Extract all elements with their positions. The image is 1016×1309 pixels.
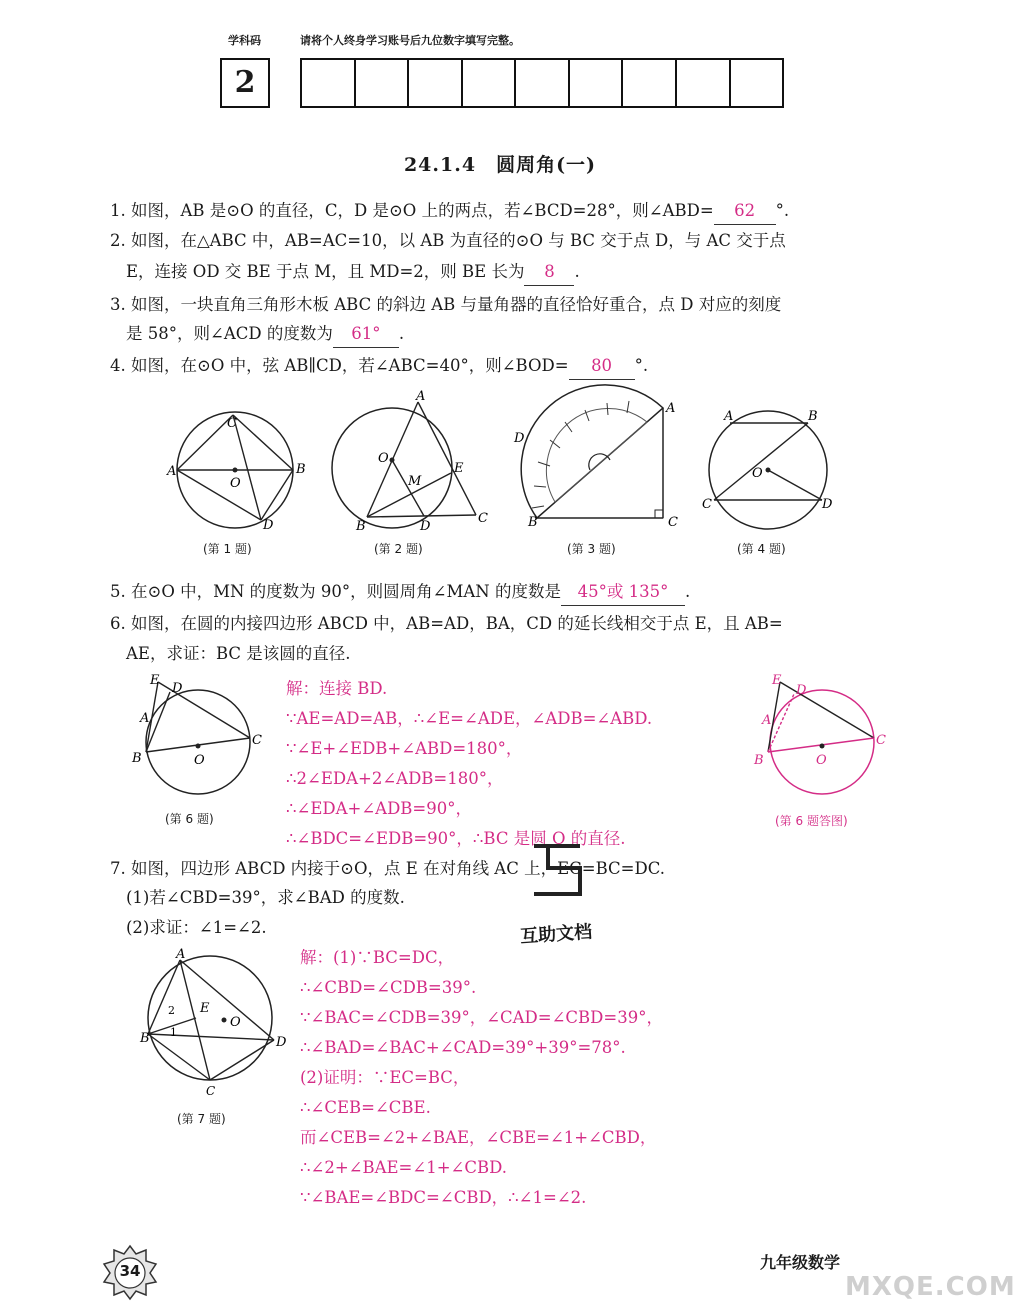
q6-solution-line: ∵∠E+∠EDB+∠ABD=180°， [286,739,523,758]
watermark-logo-icon [528,840,588,900]
digit-cell[interactable] [677,60,731,106]
svg-text:D: D [796,683,807,698]
svg-text:C: C [668,515,678,530]
q6-solution-line: 解：连接 BD. [286,679,388,698]
svg-text:D: D [276,1035,287,1050]
digit-cell[interactable] [623,60,677,106]
q7-solution-line: 而∠CEB=∠2+∠BAE，∠CBE=∠1+∠CBD， [300,1128,657,1147]
svg-text:O: O [230,1015,241,1030]
svg-text:D: D [514,431,525,446]
question-2-tail: . [574,262,580,281]
question-6-solution [286,674,652,854]
svg-text:O: O [816,753,827,768]
figure-1-diagram [165,415,315,540]
question-5-answer: 45°或 135° [561,578,685,606]
svg-text:O: O [230,476,241,491]
question-1-text: 1. 如图，AB 是⊙O 的直径，C，D 是⊙O 上的两点，若∠BCD=28°，则∠ABD= [110,201,714,220]
question-3-answer: 61° [333,320,399,348]
digit-cell[interactable] [516,60,570,106]
svg-text:1: 1 [170,1026,177,1039]
caption-figure-6-answer: (第 6 题答图) [775,814,848,828]
caption-figure-2: (第 2 题) [374,542,423,556]
svg-text:A: A [140,711,150,726]
q6-solution-line: ∴2∠EDA+2∠ADB=180°， [286,769,504,788]
question-1-tail: °. [775,201,790,220]
svg-text:O: O [194,753,205,768]
question-4-text: 4. 如图，在⊙O 中，弦 AB∥CD，若∠ABC=40°，则∠BOD= [110,356,569,375]
watermark-text: 互助文档 [519,921,593,948]
svg-text:C: C [478,511,488,526]
svg-text:D: D [420,519,431,534]
figure-7-diagram [138,947,288,1098]
question-7-part-1: (1)若∠CBD=39°，求∠BAD 的度数. [126,888,405,907]
q7-solution-line: ∵∠BAE=∠BDC=∠CBD，∴∠1=∠2. [300,1188,587,1207]
caption-figure-6: (第 6 题) [165,812,214,826]
question-6-line-1: 6. 如图，在圆的内接四边形 ABCD 中，AB=AD，BA，CD 的延长线相交于点 E，且 AB= [110,614,783,633]
svg-text:B: B [140,1031,150,1046]
svg-text:B: B [528,515,538,530]
q6-solution-line: ∴∠BDC=∠EDB=90°，∴BC 是圆 O 的直径. [286,829,626,848]
svg-text:A: A [666,401,676,416]
q7-solution-line: ∴∠2+∠BAE=∠1+∠CBD. [300,1158,507,1177]
question-2-line-2 [126,258,580,286]
question-4-tail: °. [634,356,649,375]
svg-text:D: D [172,681,183,696]
svg-text:C: C [252,733,262,748]
svg-text:A: A [762,713,772,728]
svg-text:A: A [724,409,734,424]
question-4 [110,352,648,380]
question-2-line-1: 2. 如图，在△ABC 中，AB=AC=10，以 AB 为直径的⊙O 与 BC 交于点 D，与 AC 交于点 [110,231,786,250]
svg-text:B: B [132,751,142,766]
figure-6-answer-diagram [752,672,897,802]
subject-code-box: 2 [220,58,270,108]
question-7-line-1: 7. 如图，四边形 ABCD 内接于⊙O，点 E 在对角线 AC 上，EC=BC=DC. [110,859,665,878]
svg-text:A: A [416,389,426,404]
digit-cell[interactable] [731,60,783,106]
digit-cell[interactable] [409,60,463,106]
question-1 [110,197,789,225]
caption-figure-3: (第 3 题) [567,542,616,556]
site-watermark: MXQE.COM [845,1272,1016,1302]
svg-text:C: C [206,1084,216,1098]
svg-text:E: E [150,673,160,688]
svg-text:C: C [227,416,237,431]
svg-text:C: C [876,733,886,748]
digit-cell[interactable] [570,60,624,106]
q7-solution-line: (2)证明：∵EC=BC， [300,1068,470,1087]
svg-text:E: E [200,1001,210,1016]
svg-text:D: D [263,518,274,533]
question-2-answer: 8 [524,258,574,286]
figure-3-diagram [510,390,690,535]
question-6-line-2: AE，求证：BC 是该圆的直径. [126,644,351,663]
digit-cell[interactable] [302,60,356,106]
digit-cell[interactable] [463,60,517,106]
question-2-text: E，连接 OD 交 BE 于点 M，且 MD=2，则 BE 长为 [126,262,525,281]
svg-text:B: B [296,462,306,477]
svg-text:M: M [408,474,422,489]
svg-text:O: O [752,466,763,481]
svg-text:A: A [167,464,177,479]
book-label: 九年级数学 [760,1253,841,1272]
svg-text:B: B [808,409,818,424]
question-5-text: 5. 在⊙O 中，MN 的度数为 90°，则圆周角∠MAN 的度数是 [110,582,561,601]
svg-text:E: E [454,461,464,476]
question-3-line-2 [126,320,404,348]
question-3-tail: . [398,324,405,343]
caption-figure-4: (第 4 题) [737,542,786,556]
digit-cell[interactable] [356,60,410,106]
svg-text:E: E [772,673,782,688]
svg-text:O: O [378,451,389,466]
figure-6-diagram [130,672,270,802]
question-7-part-2: (2)求证：∠1=∠2. [126,918,267,937]
caption-figure-7: (第 7 题) [177,1112,226,1126]
svg-text:B: B [356,519,366,534]
svg-text:C: C [702,497,712,512]
page-number: 34 [119,1262,141,1280]
figure-2-diagram [330,390,490,535]
question-3-text: 是 58°，则∠ACD 的度数为 [126,324,333,343]
q6-solution-line: ∵AE=AD=AB，∴∠E=∠ADE，∠ADB=∠ABD. [286,709,653,728]
question-4-answer: 80 [569,352,635,380]
q7-solution-line: ∴∠BAD=∠BAC+∠CAD=39°+39°=78°. [300,1038,626,1057]
svg-text:D: D [822,497,833,512]
subject-code-label: 学科码 [228,34,261,47]
q7-solution-line: ∴∠CEB=∠CBE. [300,1098,431,1117]
question-7-solution [300,943,663,1213]
question-5 [110,578,690,606]
caption-figure-1: (第 1 题) [203,542,252,556]
account-instruction: 请将个人终身学习账号后九位数字填写完整。 [300,34,520,47]
q6-solution-line: ∴∠EDA+∠ADB=90°， [286,799,473,818]
question-5-tail: . [684,582,691,601]
svg-text:B: B [754,753,764,768]
svg-text:A: A [176,947,186,962]
section-title: 24.1.4 圆周角(一) [403,154,597,176]
question-3-line-1: 3. 如图，一块直角三角形木板 ABC 的斜边 AB 与量角器的直径恰好重合，点 D 对应的刻度 [110,295,782,314]
figure-4-diagram [700,405,840,530]
q7-solution-line: ∴∠CBD=∠CDB=39°. [300,978,477,997]
q7-solution-line: ∵∠BAC=∠CDB=39°，∠CAD=∠CBD=39°， [300,1008,663,1027]
svg-text:2: 2 [168,1004,175,1017]
account-digit-boxes[interactable] [300,58,784,108]
q7-solution-line: 解：(1)∵BC=DC， [300,948,455,967]
question-1-answer: 62 [714,197,776,225]
